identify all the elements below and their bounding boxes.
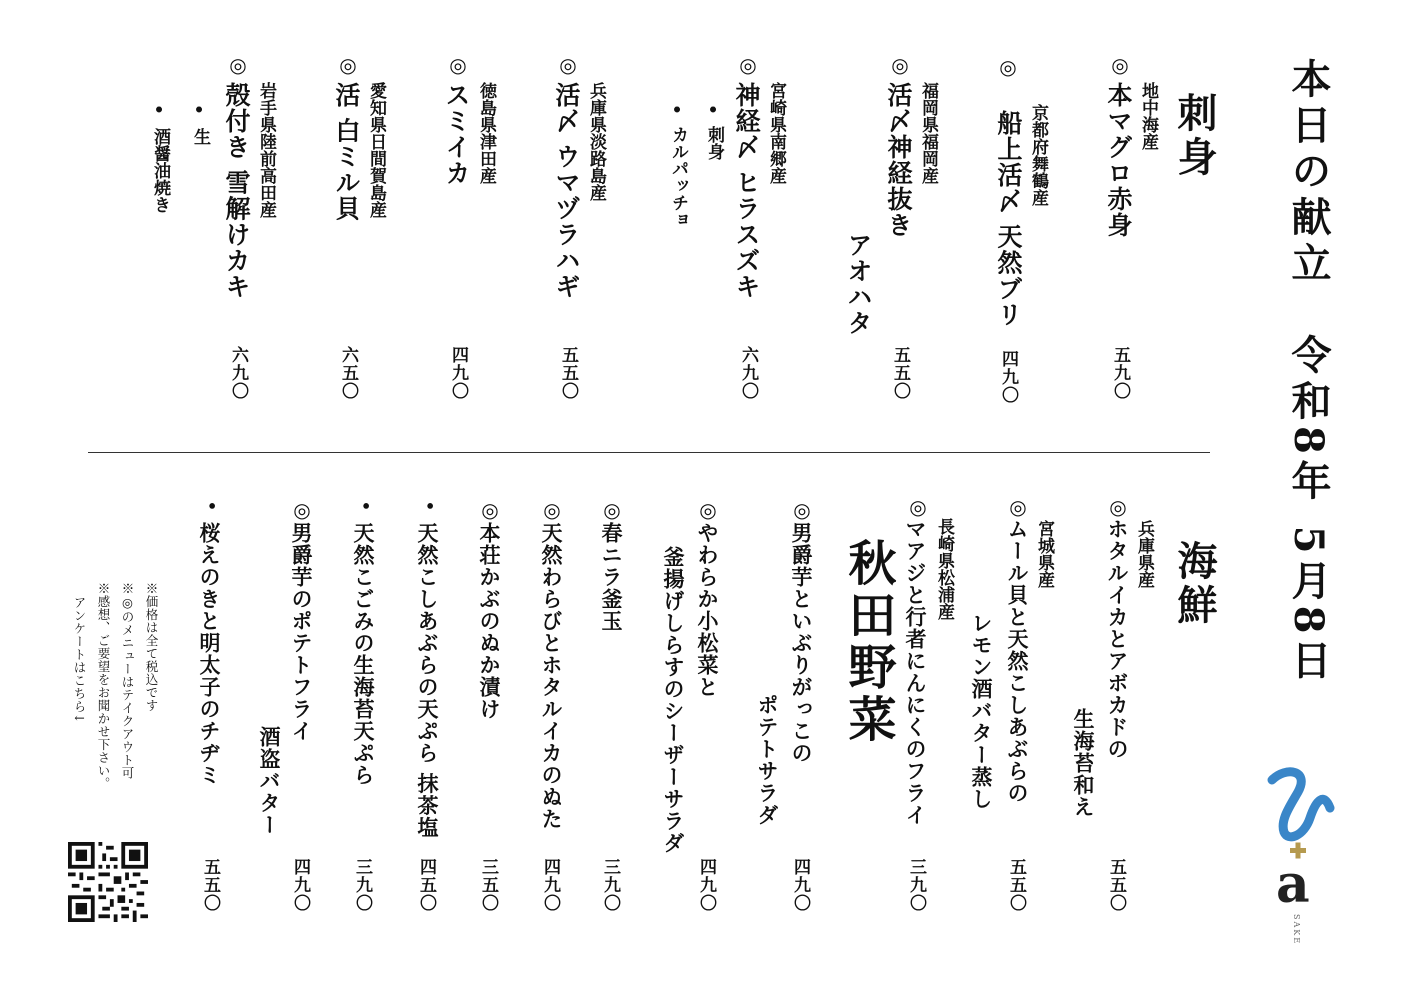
item-name: 本荘かぶのぬか漬け (477, 522, 502, 720)
item-name: 活〆 ウマヅラハギ (552, 82, 581, 300)
takeout-mark: ◎ (540, 498, 564, 522)
item-option: 酒醤油焼き (150, 128, 170, 213)
item-origin: 福岡県福岡産 (918, 82, 938, 184)
bullet-icon: • (418, 500, 442, 512)
item-name-line2: 生海苔和え (1071, 708, 1096, 818)
bullet-icon: • (354, 500, 378, 512)
item-name: 本マグロ赤身 (1104, 82, 1133, 238)
item-origin: 愛知県日間賀島産 (366, 82, 386, 218)
takeout-mark: ◎ (556, 53, 580, 77)
takeout-mark: ◎ (790, 498, 814, 522)
takeout-mark: ◎ (736, 53, 760, 77)
section-heading-kaisen: 海鮮 (1171, 540, 1218, 628)
shop-logo (1258, 762, 1338, 946)
item-name: 男爵芋のポテトフライ (289, 522, 314, 742)
page-title: 本日の献立 令和8年 5月8日 (1285, 58, 1332, 686)
takeout-mark: ◎ (906, 495, 930, 519)
takeout-mark: ◎ (600, 498, 624, 522)
item-price: 四九〇 (540, 858, 560, 912)
section-heading-akita: 秋田野菜 (840, 538, 896, 746)
item-price: 五五〇 (558, 346, 578, 400)
note-tax: ※価格は全て税込です (144, 582, 159, 712)
item-price: 四九〇 (290, 858, 310, 912)
takeout-mark: ◎ (336, 53, 360, 77)
item-name: 天然こしあぶらの天ぷら 抹茶塩 (415, 522, 440, 839)
item-name: 船上活〆 天然ブリ (994, 110, 1023, 328)
item-origin: 徳島県津田産 (476, 82, 496, 184)
takeout-mark: ◎ (996, 55, 1020, 79)
item-name: ムール貝と天然こしあぶらの (1005, 518, 1030, 804)
item-origin: 兵庫県淡路島産 (586, 82, 606, 201)
bullet-icon: • (188, 104, 208, 115)
item-name: 男爵芋といぶりがっこの (789, 522, 814, 764)
item-name: 天然こごみの生海苔天ぷら (351, 522, 376, 786)
item-option: カルパッチョ (668, 126, 688, 228)
bullet-icon: • (702, 104, 722, 115)
item-price: 四九〇 (998, 350, 1018, 404)
item-name: 桜えのきと明太子のチヂミ (197, 522, 222, 786)
note-takeout: ※◎のメニューはテイクアウト可 (120, 582, 135, 780)
survey-qr-code[interactable] (66, 842, 150, 922)
section-heading-sashimi: 刺身 (1171, 92, 1218, 180)
bullet-icon: • (666, 104, 686, 115)
item-name: マアジと行者にんにくのフライ (903, 518, 928, 826)
item-price: 三九〇 (352, 858, 372, 912)
item-origin: 岩手県陸前高田産 (256, 82, 276, 218)
item-origin: 兵庫県産 (1134, 520, 1154, 588)
takeout-mark: ◎ (696, 498, 720, 522)
item-name-line2: ポテトサラダ (755, 694, 780, 826)
item-price: 四九〇 (696, 858, 716, 912)
item-name: ホタルイカとアボカドの (1105, 518, 1130, 760)
item-name: 活 白ミル貝 (332, 82, 361, 222)
takeout-mark: ◎ (888, 53, 912, 77)
takeout-mark: ◎ (478, 498, 502, 522)
item-price: 六五〇 (338, 346, 358, 400)
item-name: スミイカ (442, 82, 471, 186)
item-name-line2: 釜揚げしらすのシーザーサラダ (661, 546, 686, 854)
item-origin: 京都府舞鶴産 (1028, 104, 1048, 206)
item-price: 五五〇 (200, 858, 220, 912)
takeout-mark: ◎ (290, 498, 314, 522)
bullet-icon: • (148, 104, 168, 115)
item-price: 五五〇 (890, 346, 910, 400)
item-origin: 長崎県松浦産 (934, 518, 954, 620)
item-price: 四五〇 (416, 858, 436, 912)
takeout-mark: ◎ (226, 53, 250, 77)
takeout-mark: ◎ (1108, 53, 1132, 77)
takeout-mark: ◎ (446, 53, 470, 77)
item-name: 神経〆 ヒラスズキ (732, 82, 761, 300)
section-divider (88, 452, 1210, 453)
item-name: やわらか小松菜と (695, 522, 720, 698)
item-name-line2: 酒盗バター (257, 726, 282, 836)
item-origin: 地中海産 (1138, 82, 1158, 150)
item-name: 春ニラ釜玉 (599, 522, 624, 632)
item-option: 刺身 (704, 126, 724, 160)
item-price: 四九〇 (790, 858, 810, 912)
logo-letter: a (1276, 854, 1310, 915)
takeout-mark: ◎ (1006, 495, 1030, 519)
item-name: 天然わらびとホタルイカのぬた (539, 522, 564, 830)
item-price: 五九〇 (1110, 346, 1130, 400)
item-name: 殻付き 雪解けカキ (222, 82, 251, 300)
note-survey: アンケートはこちら↓ (72, 596, 87, 724)
item-price: 六九〇 (738, 346, 758, 400)
item-price: 六九〇 (228, 346, 248, 400)
takeout-mark: ◎ (1106, 495, 1130, 519)
bullet-icon: • (200, 500, 224, 512)
item-price: 三九〇 (906, 858, 926, 912)
item-name-line2: レモン酒バター蒸し (969, 612, 994, 810)
item-price: 三九〇 (600, 858, 620, 912)
item-origin: 宮崎県南郷産 (766, 82, 786, 184)
item-origin: 宮城県産 (1034, 520, 1054, 588)
item-price: 五五〇 (1006, 858, 1026, 912)
item-price: 四九〇 (448, 346, 468, 400)
item-price: 五五〇 (1106, 858, 1126, 912)
item-option: 生 (190, 128, 210, 145)
logo-sub: SAKE (1292, 914, 1301, 946)
item-price: 三五〇 (478, 858, 498, 912)
item-name-line2: アオハタ (844, 232, 873, 336)
item-name: 活〆神経抜き (884, 82, 913, 238)
note-feedback: ※感想、ご要望をお聞かせ下さい。 (96, 582, 111, 790)
